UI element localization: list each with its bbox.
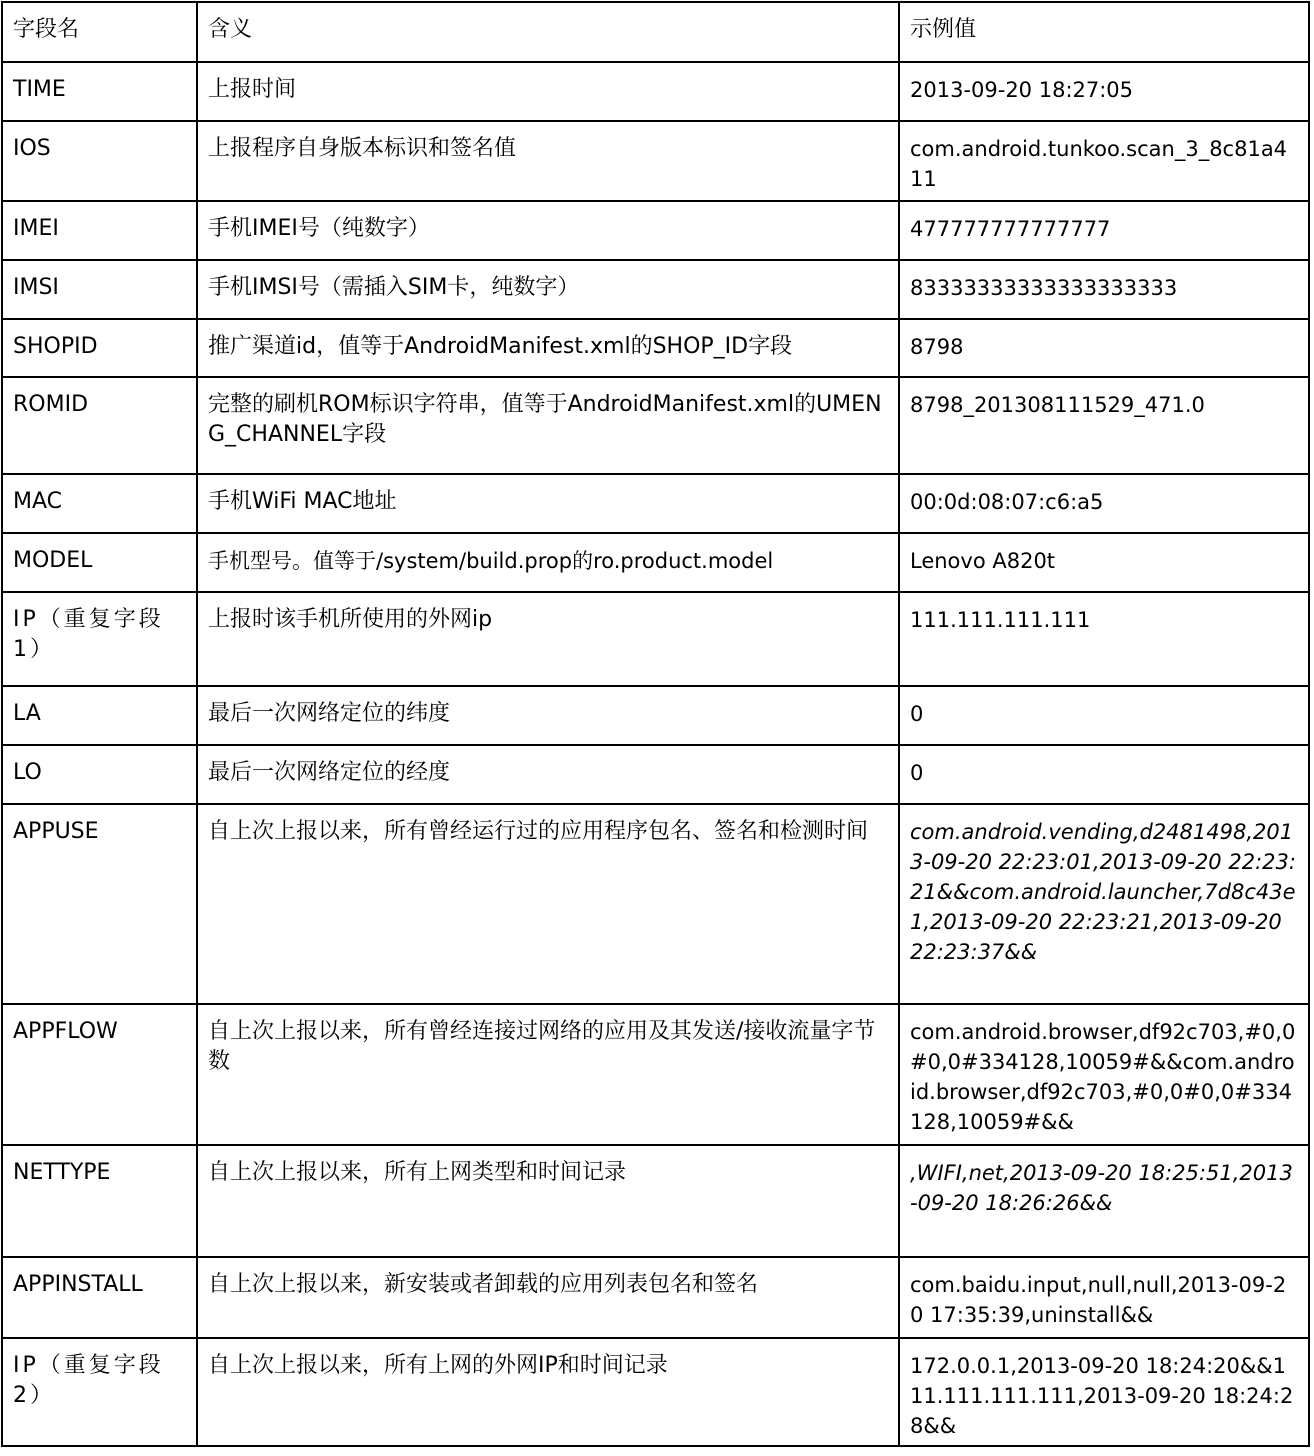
field-meaning: 自上次上报以来，所有曾经运行过的应用程序包名、签名和检测时间 <box>197 804 899 1004</box>
field-meaning: 上报时间 <box>197 62 899 121</box>
table-header-row <box>2 2 1309 62</box>
field-example: 8798 <box>899 319 1309 377</box>
field-name: LA <box>2 686 197 745</box>
field-name: IMSI <box>2 260 197 319</box>
table-row <box>2 474 1309 533</box>
field-name: MODEL <box>2 533 197 592</box>
field-example: 172.0.0.1,2013-09-20 18:24:20&&111.111.111.111,2013-09-20 18:24:28&& <box>899 1338 1309 1446</box>
field-example: 2013-09-20 18:27:05 <box>899 62 1309 121</box>
field-meaning: 完整的刷机ROM标识字符串，值等于AndroidManifest.xml的UMENG_CHANNEL字段 <box>197 377 899 474</box>
field-meaning: 自上次上报以来，所有曾经连接过网络的应用及其发送/接收流量字节数 <box>197 1004 899 1145</box>
field-meaning: 最后一次网络定位的经度 <box>197 745 899 804</box>
header-field: 字段名 <box>2 2 197 62</box>
field-example: 0 <box>899 686 1309 745</box>
field-example: com.android.tunkoo.scan_3_8c81a411 <box>899 121 1309 201</box>
field-example: com.android.vending,d2481498,2013-09-20 22:23:01,2013-09-20 22:23:21&&com.android.launcher,7d8c43e1,2013-09-20 22:23:21,2013-09-20 22:23:37&& <box>899 804 1309 1004</box>
field-meaning: 自上次上报以来，新安装或者卸载的应用列表包名和签名 <box>197 1257 899 1338</box>
table-row <box>2 804 1309 1004</box>
table-row <box>2 745 1309 804</box>
field-meaning: 上报程序自身版本标识和签名值 <box>197 121 899 201</box>
table-row <box>2 319 1309 377</box>
table-row <box>2 533 1309 592</box>
field-meaning: 推广渠道id，值等于AndroidManifest.xml的SHOP_ID字段 <box>197 319 899 377</box>
field-example: 00:0d:08:07:c6:a5 <box>899 474 1309 533</box>
field-example: 8798_201308111529_471.0 <box>899 377 1309 474</box>
field-name: IMEI <box>2 201 197 260</box>
field-name: LO <box>2 745 197 804</box>
field-meaning: 手机WiFi MAC地址 <box>197 474 899 533</box>
header-meaning: 含义 <box>197 2 899 62</box>
field-example: ,WIFI,net,2013-09-20 18:25:51,2013-09-20 18:26:26&& <box>899 1145 1309 1257</box>
field-name: NETTYPE <box>2 1145 197 1257</box>
table-row <box>2 377 1309 474</box>
field-meaning: 上报时该手机所使用的外网ip <box>197 592 899 686</box>
field-meaning: 手机IMEI号（纯数字） <box>197 201 899 260</box>
field-name: IP（重复字段1） <box>2 592 197 686</box>
field-meaning: 手机IMSI号（需插入SIM卡，纯数字） <box>197 260 899 319</box>
table-row <box>2 260 1309 319</box>
field-example: com.android.browser,df92c703,#0,0#0,0#334128,10059#&&com.android.browser,df92c703,#0,0#0,0#334128,10059#&& <box>899 1004 1309 1145</box>
field-example: Lenovo A820t <box>899 533 1309 592</box>
field-name: APPUSE <box>2 804 197 1004</box>
header-example: 示例值 <box>899 2 1309 62</box>
table-row <box>2 592 1309 686</box>
table-row <box>2 1145 1309 1257</box>
table-row <box>2 1257 1309 1338</box>
table-row <box>2 201 1309 260</box>
field-example: 83333333333333333333 <box>899 260 1309 319</box>
field-example: 0 <box>899 745 1309 804</box>
field-name: APPFLOW <box>2 1004 197 1145</box>
field-example: 477777777777777 <box>899 201 1309 260</box>
field-example: com.baidu.input,null,null,2013-09-20 17:35:39,uninstall&& <box>899 1257 1309 1338</box>
table-row <box>2 121 1309 201</box>
field-name: IP（重复字段2） <box>2 1338 197 1446</box>
field-name: APPINSTALL <box>2 1257 197 1338</box>
field-meaning: 最后一次网络定位的纬度 <box>197 686 899 745</box>
field-name: ROMID <box>2 377 197 474</box>
field-name: TIME <box>2 62 197 121</box>
table-row <box>2 62 1309 121</box>
field-name: SHOPID <box>2 319 197 377</box>
field-name: MAC <box>2 474 197 533</box>
table-row <box>2 686 1309 745</box>
field-table <box>1 1 1310 1447</box>
field-meaning: 自上次上报以来，所有上网类型和时间记录 <box>197 1145 899 1257</box>
field-name: IOS <box>2 121 197 201</box>
field-example: 111.111.111.111 <box>899 592 1309 686</box>
table-row <box>2 1338 1309 1446</box>
field-meaning: 自上次上报以来，所有上网的外网IP和时间记录 <box>197 1338 899 1446</box>
table-row <box>2 1004 1309 1145</box>
field-meaning: 手机型号。值等于/system/build.prop的ro.product.model <box>197 533 899 592</box>
